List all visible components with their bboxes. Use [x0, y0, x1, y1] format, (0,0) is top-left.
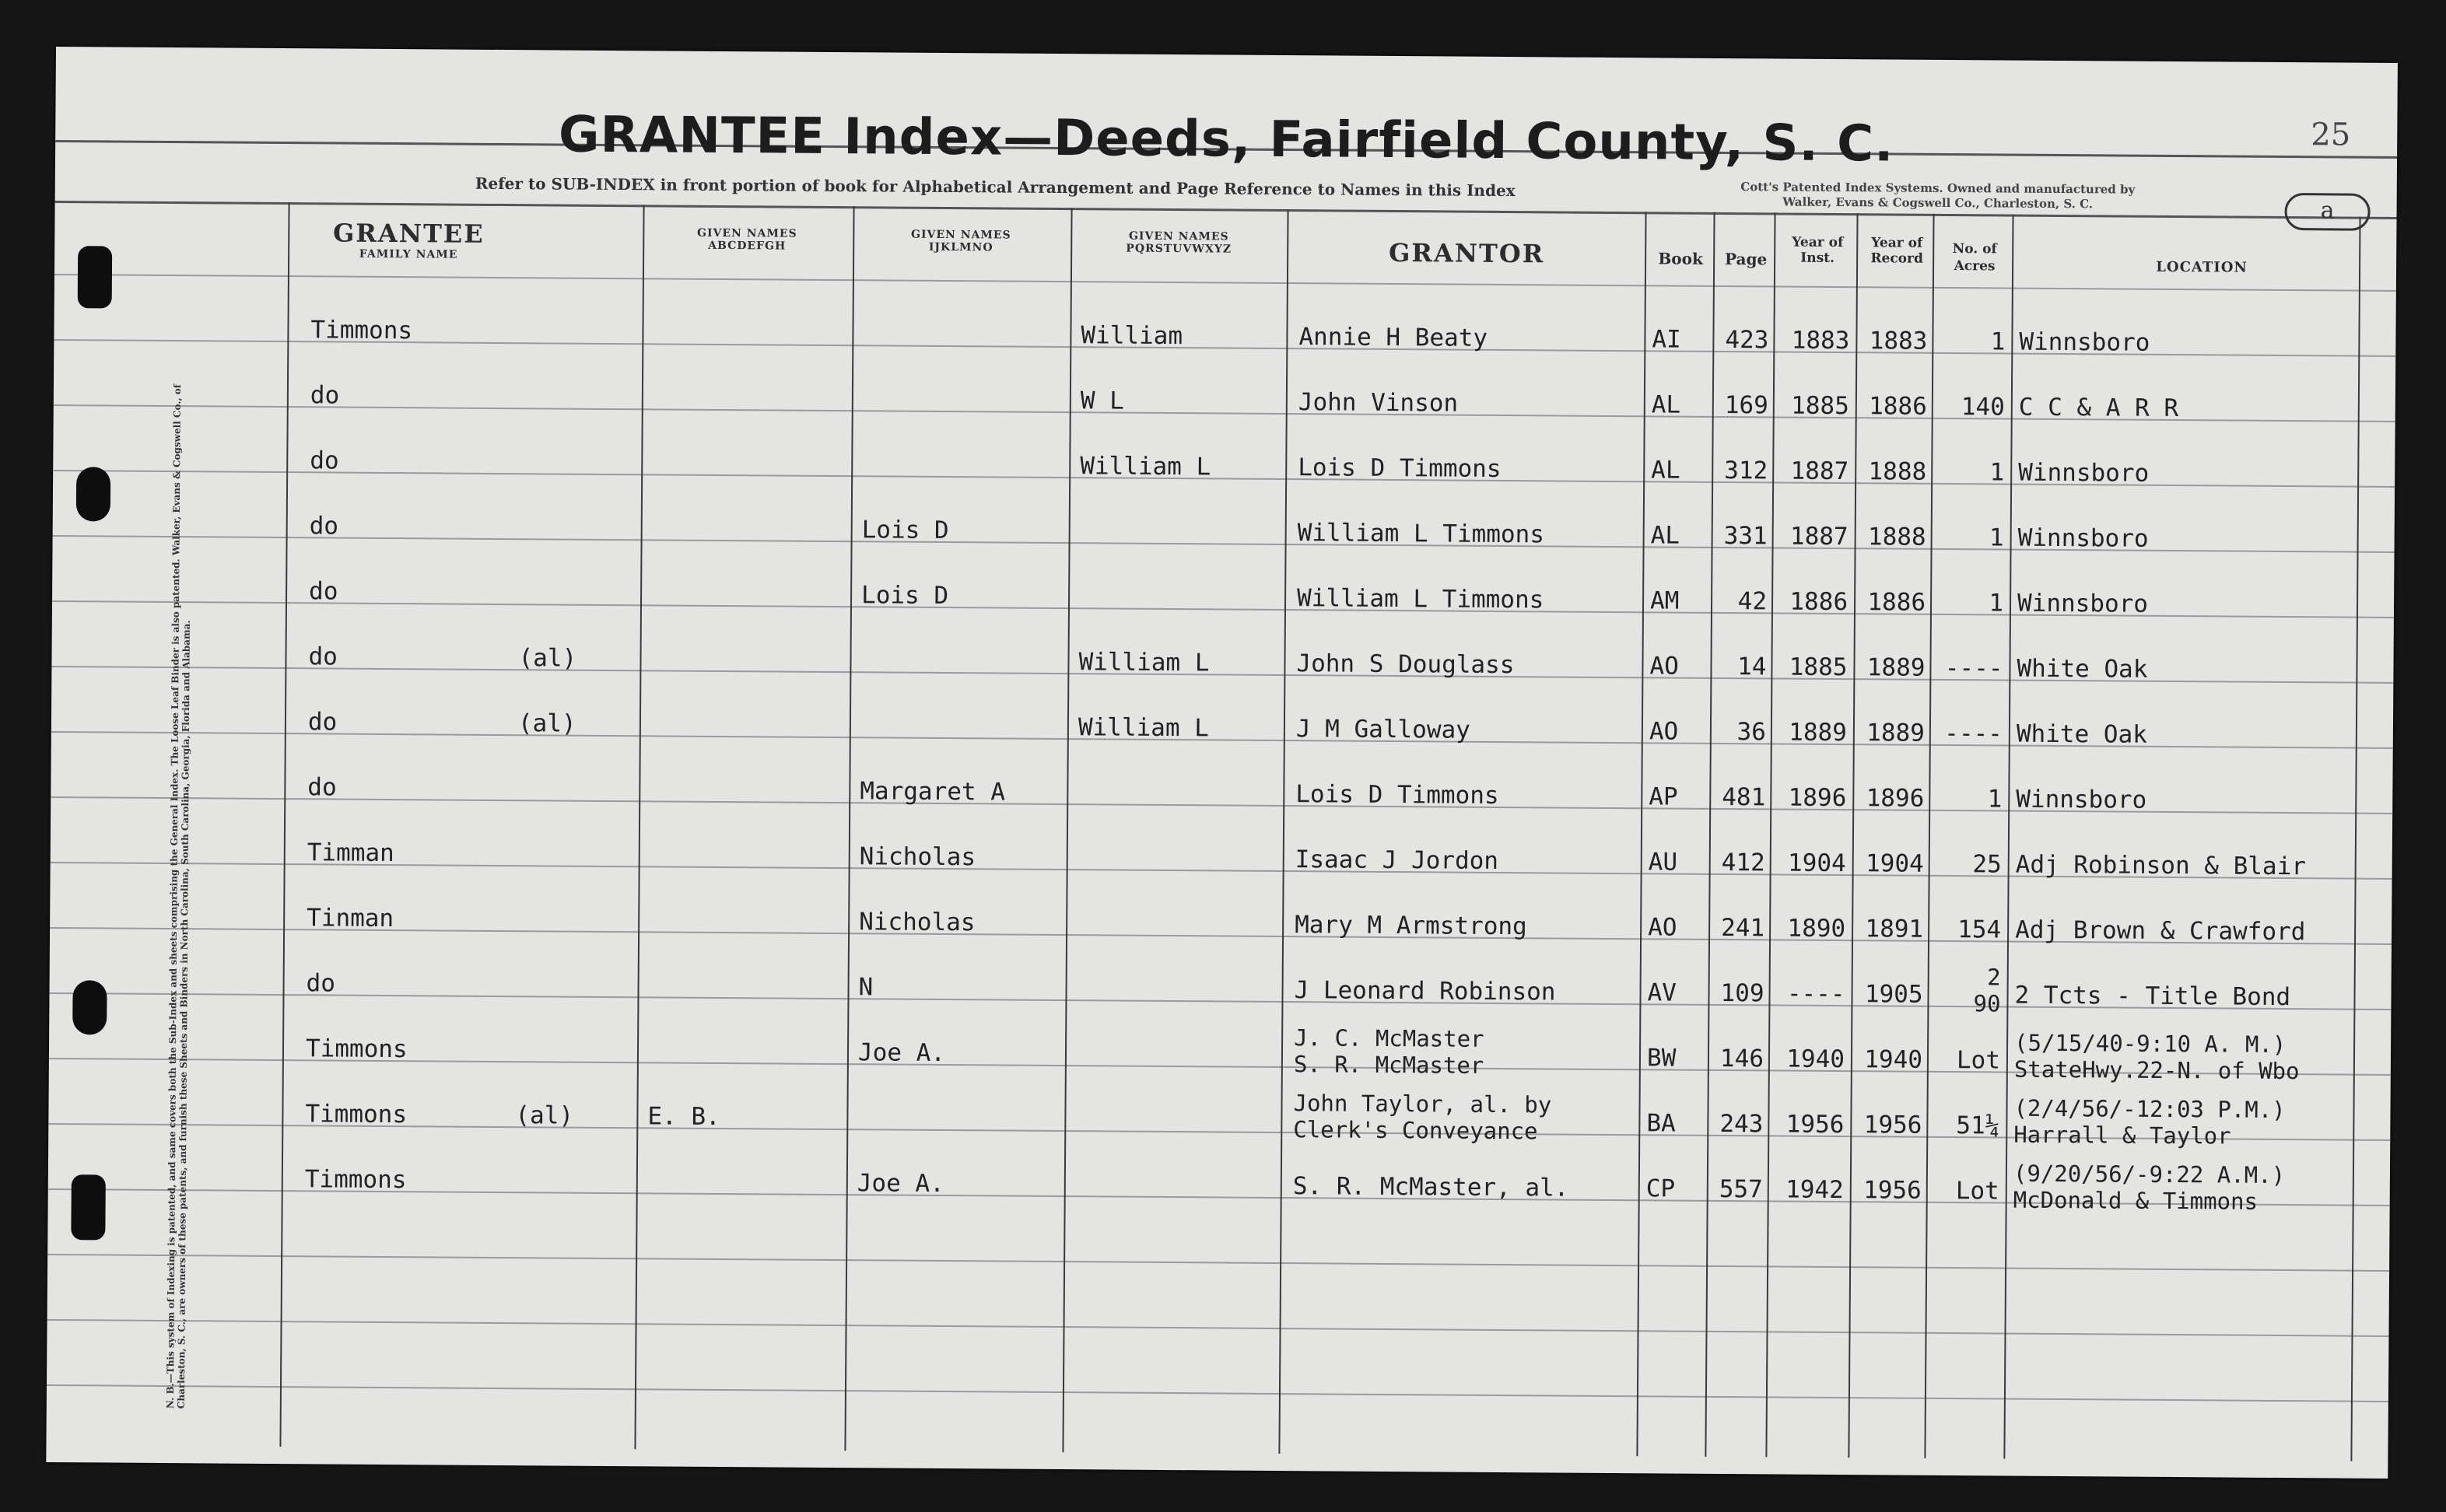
cell-location: 2 Tcts - Title Bond [2014, 981, 2291, 1012]
cell-inst: 1904 [1787, 849, 1846, 878]
column-rule [2003, 215, 2013, 1459]
index-tab: a [2284, 193, 2370, 231]
cell-location: (5/15/40-9:10 A. M.) StateHwy.22-N. of Wbo [2013, 1029, 2300, 1085]
cell-book: BW [1646, 1044, 1677, 1073]
cell-grantor: John Taylor, al. by Clerk's Conveyance [1293, 1090, 1552, 1145]
header-year-inst [1778, 234, 1856, 266]
cell-g1: E. B. [647, 1102, 720, 1131]
cell-family: Timman [307, 838, 394, 868]
maker-line-1: Cott's Patented Index Systems. Owned and manufactured by [1740, 180, 2136, 197]
header-page-label: Page [1724, 249, 1768, 269]
cell-family: do [310, 446, 339, 475]
header-given-1-label: GIVEN NAMES [696, 226, 797, 240]
cell-family: Timmons [305, 1034, 408, 1064]
header-grantor-label: GRANTOR [1388, 237, 1545, 269]
cell-location: White Oak [2017, 654, 2148, 684]
patent-note: N. B.—This system of Indexing is patented, and same covers both the Sub-Index and sheets comprising the General Index. The Loose Leaf Binder is also patented. Walker, Evans & Cogswell Co., of Charleston, S. C., are owners of these patents, and furnish these Sheets and Binders in North Carolina, South Carolina, Georgia, Florida and Alabama. [164, 383, 192, 1409]
cell-acres: ---- [1944, 653, 2003, 683]
cell-grantor: Annie H Beaty [1298, 323, 1488, 352]
cell-record: 1891 [1865, 915, 1924, 943]
cell-acres: 1 [1987, 785, 2003, 814]
cell-acres: 1 [1989, 458, 2005, 487]
header-location [2023, 258, 2381, 277]
cell-record: 1889 [1866, 653, 1926, 682]
cell-inst: 1942 [1785, 1175, 1844, 1205]
ruled-line [47, 1319, 2389, 1337]
column-rule [844, 206, 854, 1451]
cell-record: 1956 [1863, 1176, 1922, 1205]
column-rule [634, 205, 644, 1449]
cell-g2: Margaret A [860, 777, 1006, 807]
header-location-label: LOCATION [2156, 258, 2248, 276]
cell-location: (9/20/56/-9:22 A.M.) McDonald & Timmons [2013, 1160, 2286, 1215]
header-given-1-sub: ABCDEFGH [708, 239, 787, 253]
header-book-label: Book [1658, 249, 1703, 268]
header-given-1 [646, 226, 848, 253]
cell-grantor: William L Timmons [1296, 584, 1544, 614]
cell-book: AO [1649, 652, 1679, 681]
cell-g2: Joe A. [857, 1169, 944, 1199]
ruled-line [47, 1254, 2389, 1272]
cell-g2: Nicholas [859, 842, 976, 872]
cell-location: Winnsboro [2017, 589, 2149, 618]
cell-grantor: S. R. McMaster, al. [1292, 1172, 1569, 1202]
cell-family: do [308, 642, 338, 671]
cell-record: 1886 [1867, 588, 1926, 617]
cell-location: Winnsboro [2019, 327, 2150, 357]
cell-book: AL [1651, 390, 1681, 419]
cell-record: 1896 [1866, 784, 1925, 813]
cell-g3: William L [1078, 713, 1210, 743]
cell-record: 1905 [1864, 980, 1923, 1009]
header-grantee-label: GRANTEE [332, 218, 485, 249]
cell-grantor: Lois D Timmons [1298, 453, 1502, 483]
ruled-line [54, 274, 2396, 292]
cell-page: 109 [1720, 978, 1764, 1008]
cell-book: AL [1650, 521, 1680, 550]
cell-family: do [306, 969, 336, 998]
cell-book: AM [1649, 586, 1680, 615]
cell-page: 243 [1719, 1109, 1764, 1139]
cell-family: do [310, 381, 340, 410]
cell-acres: 1 [1989, 589, 2004, 618]
cell-inst: 1887 [1789, 522, 1849, 551]
cell-page: 14 [1737, 653, 1767, 681]
cell-page: 42 [1737, 587, 1768, 616]
cell-record: 1889 [1866, 719, 1926, 747]
cell-acres: Lot [1956, 1046, 2001, 1075]
cell-grantor: J M Galloway [1295, 715, 1471, 744]
cell-page: 312 [1724, 456, 1768, 485]
cell-acres: 25 [1972, 850, 2002, 879]
cell-family: do [307, 773, 337, 802]
page-title: GRANTEE Index—Deeds, Fairfield County, S. C. [558, 106, 1894, 173]
header-year-record [1861, 235, 1933, 267]
cell-book: AU [1648, 848, 1678, 877]
binder-hole [78, 246, 113, 308]
cell-record: 1940 [1864, 1045, 1923, 1074]
header-given-2-label: GIVEN NAMES [910, 228, 1011, 242]
cell-page: 241 [1721, 913, 1765, 943]
cell-family: Timmons [304, 1165, 407, 1195]
cell-record: 1888 [1867, 523, 1926, 551]
cell-acres: 2 90 [1973, 964, 2001, 1017]
cell-inst: 1887 [1790, 457, 1849, 486]
cell-book: AO [1648, 913, 1677, 942]
cell-g3: William L [1080, 452, 1211, 481]
cell-location: (2/4/56/-12:03 P.M.) Harrall & Taylor [2013, 1094, 2286, 1150]
cell-inst: 1885 [1789, 653, 1848, 682]
index-card [46, 47, 2398, 1479]
cell-grantor: Lois D Timmons [1295, 780, 1499, 810]
header-acres [1937, 240, 2012, 275]
cell-location: Winnsboro [2018, 458, 2150, 488]
cell-inst: 1886 [1789, 587, 1849, 617]
subtitle: Refer to SUB-INDEX in front portion of book for Alphabetical Arrangement and Page Reference to Names in this Index [475, 173, 1516, 201]
cell-book: AI [1652, 325, 1681, 354]
header-grantee-sub: FAMILY NAME [359, 247, 458, 261]
cell-record: 1886 [1869, 392, 1927, 421]
header-given-3-label: GIVEN NAMES [1128, 229, 1229, 243]
header-grantor [1291, 237, 1642, 269]
cell-record: 1904 [1865, 849, 1924, 878]
cell-acres: Lot [1955, 1177, 1999, 1206]
cell-grantor: J Leonard Robinson [1294, 976, 1556, 1006]
cell-acres: 140 [1961, 393, 2005, 422]
cell-book: AL [1651, 456, 1680, 485]
cell-grantor: John Vinson [1298, 388, 1459, 418]
cell-grantor: Mary M Armstrong [1295, 911, 1527, 941]
cell-note: (al) [518, 644, 577, 673]
cell-acres: 51¼ [1956, 1111, 2000, 1140]
cell-g2: Lois D [861, 516, 949, 545]
cell-inst: 1890 [1787, 914, 1846, 943]
cell-inst: 1940 [1786, 1045, 1845, 1074]
cell-page: 423 [1725, 325, 1769, 355]
cell-g2: Lois D [860, 581, 949, 611]
cell-record: 1883 [1869, 327, 1928, 355]
cell-location: Adj Brown & Crawford [2015, 915, 2306, 947]
cell-location: Winnsboro [2017, 523, 2149, 553]
cell-book: BA [1646, 1109, 1676, 1138]
header-given-2-sub: IJKLMNO [928, 240, 993, 254]
cell-note: (al) [517, 709, 576, 738]
header-year-record-label: Year of Record [1870, 235, 1923, 267]
cell-page: 557 [1719, 1174, 1763, 1204]
cell-inst: ---- [1786, 979, 1845, 1009]
cell-page: 412 [1721, 848, 1765, 877]
column-rule [279, 202, 289, 1447]
header-year-inst-label: Year of Inst. [1792, 234, 1844, 266]
cell-family: do [307, 708, 338, 737]
cell-record: 1956 [1863, 1111, 1922, 1139]
header-grantee [288, 218, 529, 261]
cell-grantor: William L Timmons [1297, 519, 1545, 549]
cell-g2: Nicholas [859, 908, 976, 937]
column-rule [1062, 208, 1072, 1452]
maker-note [1642, 179, 2234, 212]
header-acres-label: No. of Acres [1952, 241, 1997, 275]
header-book [1649, 249, 1712, 268]
cell-page: 331 [1723, 521, 1768, 551]
cell-acres: ---- [1944, 719, 2003, 748]
cell-book: AP [1649, 782, 1678, 811]
header-given-2 [856, 228, 1066, 254]
cell-inst: 1889 [1789, 718, 1848, 747]
cell-location: Adj Robinson & Blair [2015, 850, 2307, 881]
cell-g3: W L [1080, 387, 1124, 415]
cell-acres: 154 [1957, 915, 2002, 944]
cell-grantor: J. C. McMaster S. R. McMaster [1293, 1024, 1484, 1079]
cell-grantor: Isaac J Jordon [1295, 845, 1499, 875]
page-number: 25 [2311, 117, 2351, 153]
cell-family: do [309, 512, 339, 541]
ruled-line [47, 1384, 2388, 1402]
cell-acres: 1 [1989, 523, 2004, 552]
cell-inst: 1883 [1791, 326, 1850, 355]
header-given-3-sub: PQRSTUVWXYZ [1126, 242, 1232, 256]
binder-hole [72, 980, 107, 1034]
cell-book: AV [1647, 978, 1677, 1007]
cell-location: Winnsboro [2016, 785, 2147, 814]
binder-hole [76, 467, 110, 521]
cell-grantor: John S Douglass [1296, 649, 1515, 680]
cell-inst: 1896 [1788, 783, 1847, 813]
cell-page: 481 [1722, 782, 1766, 812]
maker-line-2: Walker, Evans & Cogswell Co., Charleston, S. C. [1782, 194, 2094, 212]
cell-record: 1888 [1868, 457, 1927, 486]
cell-g3: William [1081, 321, 1183, 351]
header-page [1718, 250, 1774, 269]
cell-location: White Oak [2016, 719, 2147, 749]
cell-page: 169 [1724, 390, 1768, 420]
cell-g2: N [858, 973, 874, 1002]
cell-page: 36 [1736, 718, 1767, 747]
cell-g3: William L [1078, 648, 1210, 677]
cell-book: CP [1645, 1174, 1676, 1203]
cell-page: 146 [1719, 1044, 1764, 1073]
header-given-3 [1074, 229, 1284, 256]
cell-family: do [308, 577, 338, 606]
cell-note: (al) [515, 1101, 574, 1130]
cell-location: C C & A R R [2018, 393, 2179, 423]
cell-family: Tinman [307, 904, 394, 933]
cell-inst: 1956 [1785, 1110, 1845, 1139]
cell-book: AO [1649, 717, 1679, 746]
cell-family: Timmons [310, 316, 413, 345]
cell-inst: 1885 [1791, 391, 1849, 421]
cell-g2: Joe A. [857, 1038, 946, 1068]
binder-hole [71, 1174, 106, 1240]
cell-family: Timmons [305, 1100, 408, 1129]
cell-acres: 1 [1990, 327, 2006, 356]
